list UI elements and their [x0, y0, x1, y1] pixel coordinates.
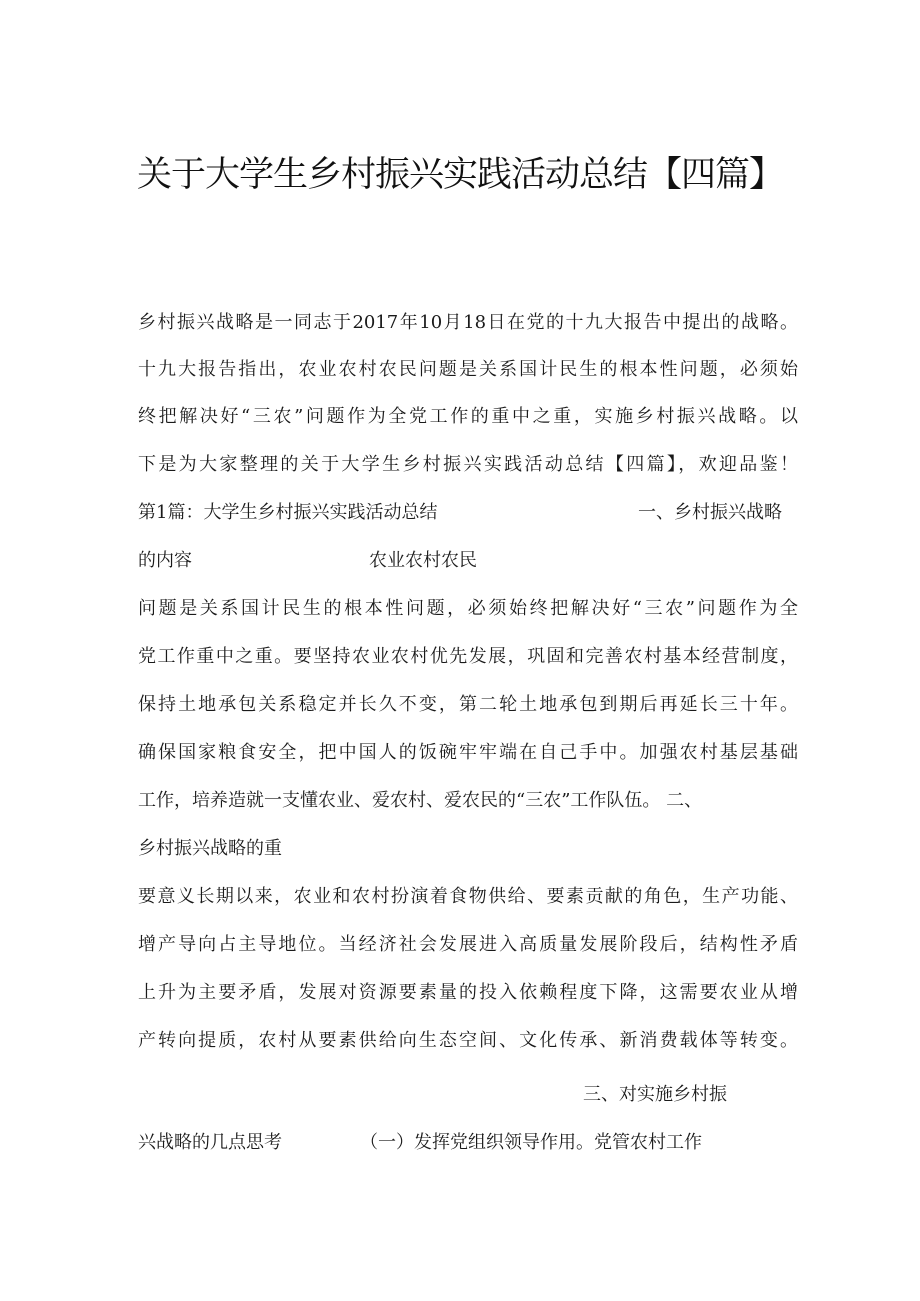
section-one-heading: 一、乡村振兴战略 — [638, 502, 782, 523]
paragraph-line-2: 十九大报告指出，农业农村农民问题是关系国计民生的根本性问题，必须始 — [138, 359, 798, 380]
subsection-one-heading: （一）发挥党组织领导作用。党管农村工作 — [360, 1132, 702, 1153]
section-three-text: 三、对实施乡村振 — [583, 1084, 727, 1105]
paragraph-b-line-2: 党工作重中之重。要坚持农业农村优先发展，巩固和完善农村基本经营制度， — [138, 646, 798, 667]
paragraph-c-line-4: 产转向提质，农村从要素供给向生态空间、文化传承、新消费载体等转变。 — [138, 1030, 798, 1051]
content-row-left: 的内容 — [138, 550, 192, 571]
paragraph-b-line-4: 确保国家粮食安全，把中国人的饭碗牢牢端在自己手中。加强农村基层基础 — [138, 742, 798, 763]
last-row-left: 兴战略的几点思考 — [138, 1132, 282, 1153]
paragraph-b-line-5: 工作，培养造就一支懂农业、爱农村、爱农民的“三农”工作队伍。 二、 — [138, 790, 703, 811]
paragraph-line-4: 下是为大家整理的关于大学生乡村振兴实践活动总结【四篇】，欢迎品鉴！ — [138, 454, 798, 475]
section-two-heading: 乡村振兴战略的重 — [138, 838, 282, 859]
paragraph-c-line-1: 要意义长期以来，农业和农村扮演着食物供给、要素贡献的角色，生产功能、 — [138, 886, 798, 907]
paragraph-line-1: 乡村振兴战略是一同志于2017年10月18日在党的十九大报告中提出的战略。 — [138, 312, 798, 333]
paragraph-c-line-2: 增产导向占主导地位。当经济社会发展进入高质量发展阶段后，结构性矛盾 — [138, 934, 798, 955]
content-row-right: 农业农村农民 — [369, 550, 477, 571]
paragraph-b-line-1: 问题是关系国计民生的根本性问题，必须始终把解决好“三农”问题作为全 — [138, 598, 798, 619]
paragraph-b-line-3: 保持土地承包关系稳定并长久不变，第二轮土地承包到期后再延长三十年。 — [138, 694, 798, 715]
paragraph-line-3: 终把解决好“三农”问题作为全党工作的重中之重，实施乡村振兴战略。以 — [138, 406, 798, 427]
document-title: 关于大学生乡村振兴实践活动总结【四篇】 — [137, 155, 784, 195]
chapter-heading: 第1篇：大学生乡村振兴实践活动总结 — [138, 502, 438, 523]
paragraph-c-line-3: 上升为主要矛盾，发展对资源要素量的投入依赖程度下降，这需要农业从增 — [138, 982, 798, 1003]
